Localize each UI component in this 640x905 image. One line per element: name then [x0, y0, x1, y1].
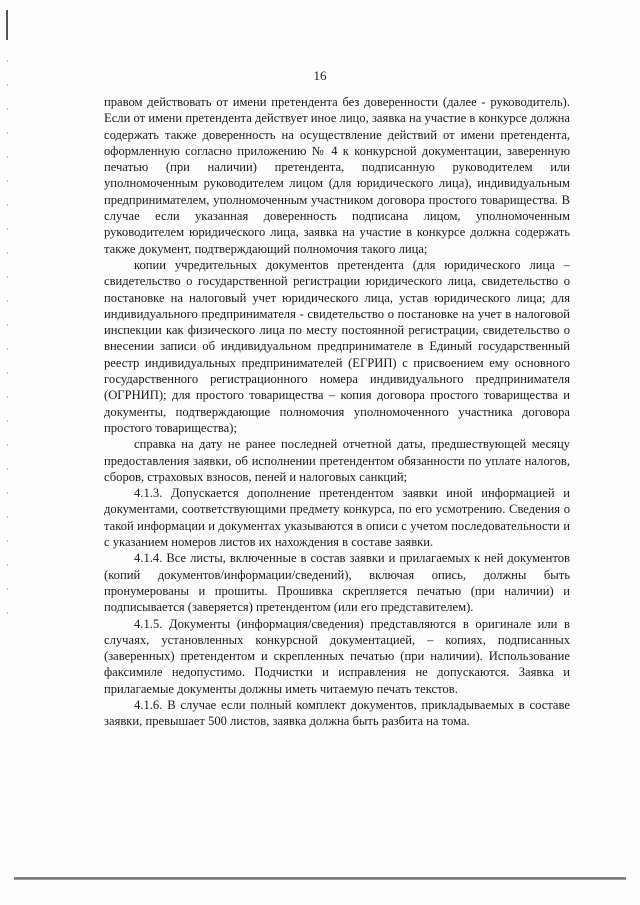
- page-number: 16: [313, 68, 327, 83]
- document-body: [104, 94, 570, 730]
- clause-4-1-3: 4.1.3. Допускается дополнение претендентом заявки иной информацией и документами, соответствующими предмету конкурса, по его усмотрению. Сведения о такой информации и документах указываются в описи с учетом последовательности и с указанием номеров листов их нахождения в составе заявки.: [104, 486, 570, 550]
- clause-4-1-5: 4.1.5. Документы (информация/сведения) представляются в оригинале или в случаях, установленных конкурсной документацией, – копиях, подписанных (заверенных) претендентом и скрепленных печатью (при наличии). Использование факсимиле недопустимо. Подчистки и исправления не допускаются. Заявка и прилагаемые документы должны иметь читаемую печать текстов.: [104, 616, 570, 696]
- scan-bottom-edge: [14, 877, 626, 880]
- scan-edge-mark: [6, 10, 8, 40]
- clause-4-1-6: 4.1.6. В случае если полный комплект документов, прикладываемых в составе заявки, превышает 500 листов, заявка должна быть разбита на тома.: [104, 697, 570, 729]
- paragraph-founding-documents: копии учредительных документов претендента (для юридического лица – свидетельство о государственной регистрации юридического лица, свидетельство о постановке на налоговый учет юридического лица, устав юридического лица; для индивидуального предпринимателя - свидетельство о постановке на учет в налоговой инспекции как физического лица по месту постоянной регистрации, свидетельство о внесении записи об индивидуальном предпринимателе в Единый государственный реестр индивидуальных предпринимателей (ЕГРИП) с присвоением ему основного государственного регистрационного номера индивидуального предпринимателя (ОГРНИП); для простого товарищества – копия договора простого товарищества и документы, подтверждающие полномочия уполномоченного участника договора простого товарищества);: [104, 257, 570, 435]
- paragraph-continuation: правом действовать от имени претендента без доверенности (далее - руководитель). Если от имени претендента действует иное лицо, заявка на участие в конкурсе должна содержать также доверенность на осуществление действий от имени претендента, оформленную согласно приложению № 4 к конкурсной документации, заверенную печатью (при наличии) претендента, подписанную руководителем или уполномоченным руководителем лицом (для юридического лица), индивидуальным предпринимателем, уполномоченным участником договора простого товарищества. В случае если указанная доверенность подписана лицом, уполномоченным руководителем юридического лица, заявка на участие в конкурсе должна содержать также документ, подтверждающий полномочия такого лица;: [104, 95, 570, 256]
- scan-edge-dots: [7, 60, 8, 620]
- paragraph-tax-certificate: справка на дату не ранее последней отчетной даты, предшествующей месяцу предоставления заявки, об исполнении претендентом обязанности по уплате налогов, сборов, страховых взносов, пеней и налоговых санкций;: [104, 437, 570, 484]
- clause-4-1-4: 4.1.4. Все листы, включенные в состав заявки и прилагаемых к ней документов (копий документов/информации/сведений), включая опись, должны быть пронумерованы и прошиты. Прошивка скрепляется печатью (при наличии) и подписывается (заверяется) претендентом (или его представителем).: [104, 551, 570, 615]
